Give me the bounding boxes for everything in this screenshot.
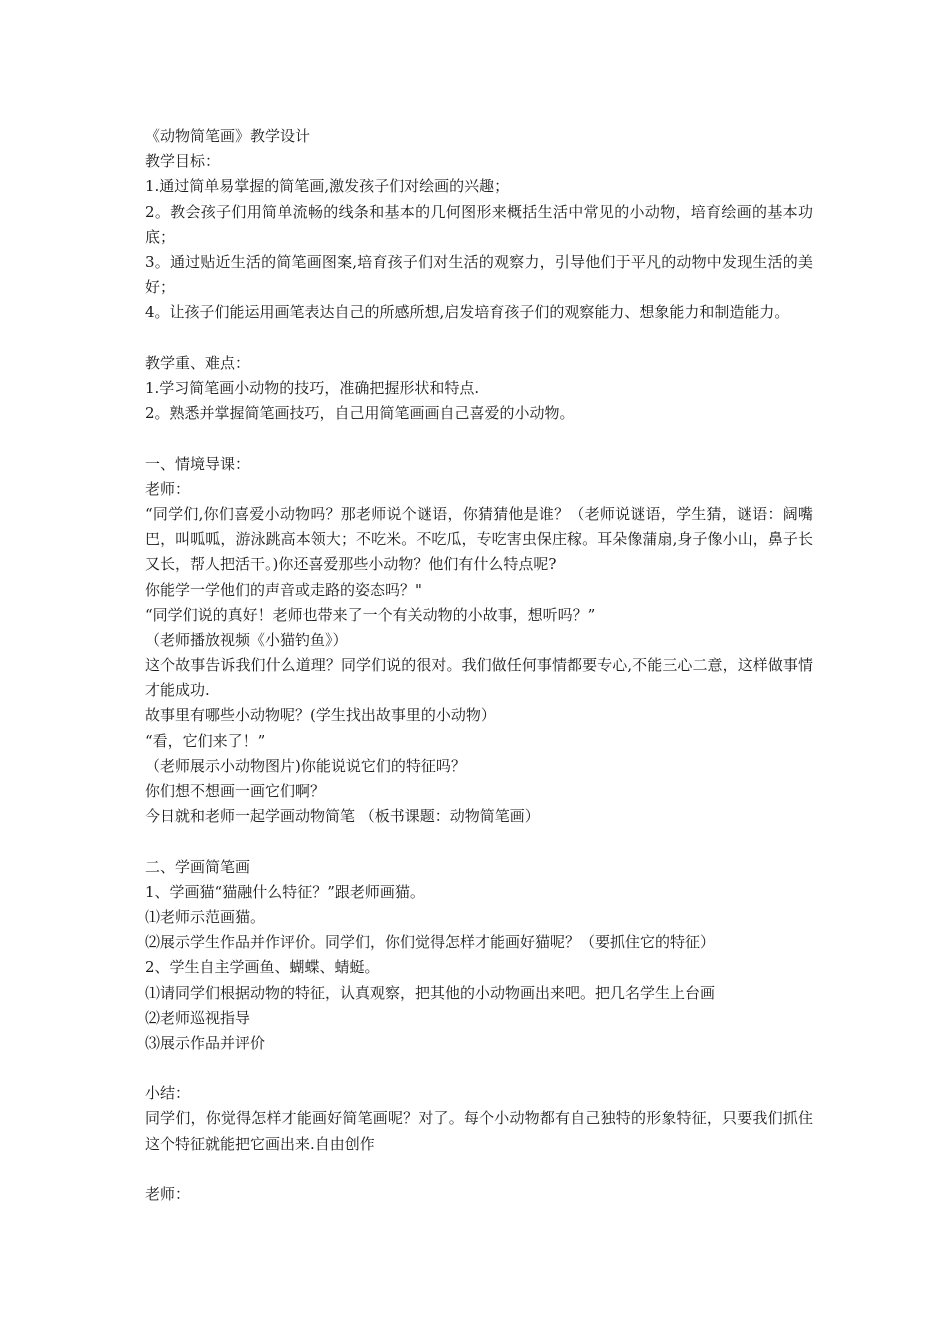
section1-line: “看，它们来了！” [145, 731, 266, 750]
section2-line: ⑴请同学们根据动物的特征，认真观察，把其他的小动物画出来吧。把几名学生上台画 [145, 983, 716, 1002]
closing-teacher-label: 老师： [145, 1185, 191, 1204]
section1-paragraph-riddle: “同学们,你们喜爱小动物吗？那老师说个谜语，你猜猜他是谁？（老师说谜语，学生猜，谜语：阔嘴巴，叫呱呱，游泳跳高本领大；不吃米。不吃瓜，专吃害虫保庄稼。耳朵像蒲扇,身子像小山，鼻子长又长，帮人把活干。)你还喜爱那些小动物？他们有什么特点呢? [145, 504, 813, 574]
section1-line: （老师播放视频《小猫钓鱼》） [145, 630, 348, 649]
section2-line: 2、学生自主学画鱼、蝴蝶、蜻蜓。 [145, 958, 380, 977]
goal-item-3: 3。通过贴近生活的简笔画图案,培育孩子们对生活的观察力，引导他们于平凡的动物中发现生活的美好； [145, 252, 813, 297]
spacer [145, 829, 813, 854]
section2-line: 1、学画猫“猫融什么特征？”跟老师画猫。 [145, 882, 425, 901]
section1-heading: 一、情境导课： [145, 454, 251, 473]
spacer [145, 326, 813, 351]
goal-item-4: 4。让孩子们能运用画笔表达自己的所感所想,启发培育孩子们的观察能力、想象能力和制造能力。 [145, 303, 790, 322]
section1-line: 故事里有哪些小动物呢？(学生找出故事里的小动物） [145, 706, 496, 725]
goal-item-1: 1.通过简单易掌握的简笔画,激发孩子们对绘画的兴趣； [145, 177, 510, 196]
section2-line: ⑵老师巡视指导 [145, 1008, 251, 1027]
summary-paragraph: 同学们，你觉得怎样才能画好简笔画呢？对了。每个小动物都有自己独特的形象特征，只要我们抓住这个特征就能把它画出来.自由创作 [145, 1109, 813, 1153]
key-points-heading: 教学重、难点： [145, 353, 251, 372]
section1-line: 你们想不想画一画它们啊？ [145, 782, 326, 801]
section2-line: ⑶展示作品并评价 [145, 1033, 266, 1052]
spacer [145, 1157, 813, 1182]
section2-heading: 二、学画简笔画 [145, 857, 251, 876]
key-point-1: 1.学习简笔画小动物的技巧，准确把握形状和特点. [145, 378, 480, 397]
goals-heading: 教学目标： [145, 152, 221, 171]
document-page [145, 124, 813, 1207]
section2-line: ⑵展示学生作品并作评价。同学们，你们觉得怎样才能画好猫呢？（要抓住它的特征） [145, 933, 716, 952]
teacher-label: 老师： [145, 479, 191, 498]
section1-line: 你能学一学他们的声音或走路的姿态吗？" [145, 580, 422, 599]
section1-paragraph-story: 这个故事告诉我们什么道理？同学们说的很对。我们做任何事情都要专心,不能三心二意，这样做事情才能成功. [145, 656, 813, 700]
section2-line: ⑴老师示范画猫。 [145, 907, 266, 926]
goal-item-2: 2。教会孩子们用简单流畅的线条和基本的几何图形来概括生活中常见的小动物，培育绘画的基本功底； [145, 202, 813, 246]
spacer [145, 426, 813, 451]
section1-line: （老师展示小动物图片)你能说说它们的特征吗？ [145, 756, 466, 775]
spacer [145, 1056, 813, 1081]
section1-line: “同学们说的真好！老师也带来了一个有关动物的小故事，想听吗？” [145, 605, 596, 624]
document-title: 《动物简笔画》教学设计 [145, 127, 311, 145]
key-point-2: 2。熟悉并掌握简笔画技巧，自己用简笔画画自己喜爱的小动物。 [145, 404, 575, 423]
section1-line: 今日就和老师一起学画动物简笔 （板书课题：动物简笔画） [145, 807, 540, 826]
summary-heading: 小结： [145, 1084, 191, 1103]
